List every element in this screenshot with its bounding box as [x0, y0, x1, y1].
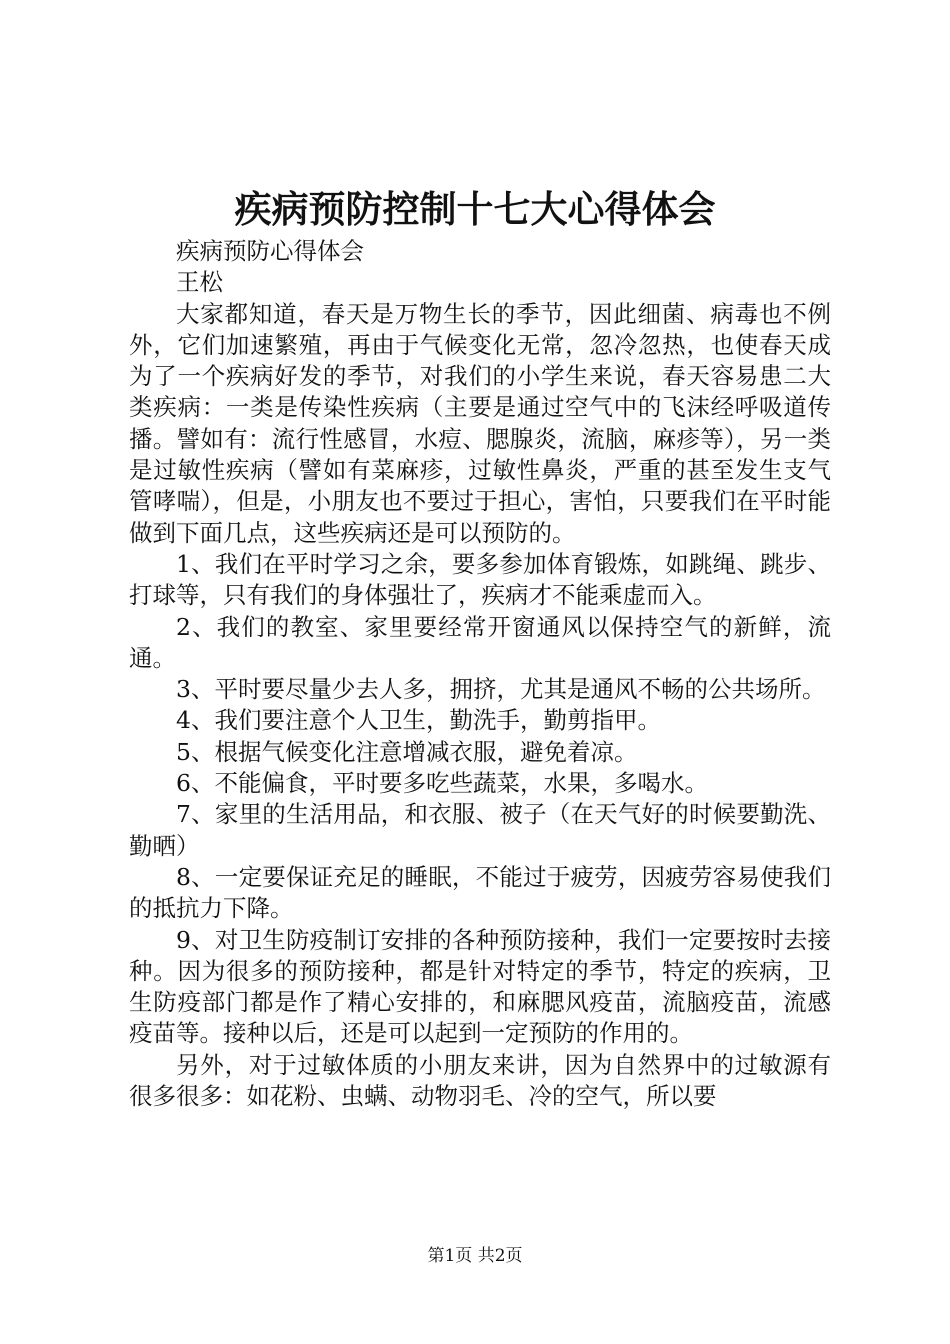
paragraph: 5、根据气候变化注意增减衣服，避免着凉。	[176, 737, 638, 766]
paragraph: 大家都知道，春天是万物生长的季节，因此细菌、病毒也不例外，它们加速繁殖，再由于气候变化无常，忽冷忽热，也使春天成为了一个疾病好发的季节，对我们的小学生来说，春天容易患二大类疾病：一类是传染性疾病（主要是通过空气中的飞沫经呼吸道传播。譬如有：流行性感冒，水痘、腮腺炎，流脑，麻疹等），另一类是过敏性疾病（譬如有菜麻疹，过敏性鼻炎，严重的甚至发生支气管哮喘），但是，小朋友也不要过于担心，害怕，只要我们在平时能做到下面几点，这些疾病还是可以预防的。	[129, 299, 831, 547]
document-subtitle: 疾病预防心得体会	[176, 237, 364, 265]
page-number-footer: 第1页 共2页	[427, 1246, 523, 1266]
paragraph: 1、我们在平时学习之余，要多参加体育锻炼，如跳绳、跳步、打球等，只有我们的身体强壮了，疾病才不能乘虚而入。	[129, 549, 831, 610]
document-title: 疾病预防控制十七大心得体会	[234, 187, 716, 231]
paragraph: 6、不能偏食，平时要多吃些蔬菜，水果，多喝水。	[176, 769, 708, 798]
paragraph: 9、对卫生防疫制订安排的各种预防接种，我们一定要按时去接种。因为很多的预防接种，都是针对特定的季节，特定的疾病，卫生防疫部门都是作了精心安排的，和麻腮风疫苗，流脑疫苗，流感疫苗等。接种以后，还是可以起到一定预防的作用的。	[129, 925, 831, 1048]
paragraph: 3、平时要尽量少去人多，拥挤，尤其是通风不畅的公共场所。	[176, 675, 826, 704]
paragraph: 4、我们要注意个人卫生，勤洗手，勤剪指甲。	[176, 706, 661, 735]
paragraph: 2、我们的教室、家里要经常开窗通风以保持空气的新鲜，流通。	[129, 612, 831, 672]
paragraph: 8、一定要保证充足的睡眠，不能过于疲劳，因疲劳容易使我们的抵抗力下降。	[129, 862, 831, 923]
paragraph: 另外，对于过敏体质的小朋友来讲，因为自然界中的过敏源有很多很多：如花粉、虫螨、动物羽毛、冷的空气，所以要	[129, 1050, 831, 1111]
paragraph: 7、家里的生活用品，和衣服、被子（在天气好的时候要勤洗、勤晒）	[129, 800, 831, 860]
document-body	[129, 236, 831, 1112]
document-author: 王松	[176, 268, 223, 297]
